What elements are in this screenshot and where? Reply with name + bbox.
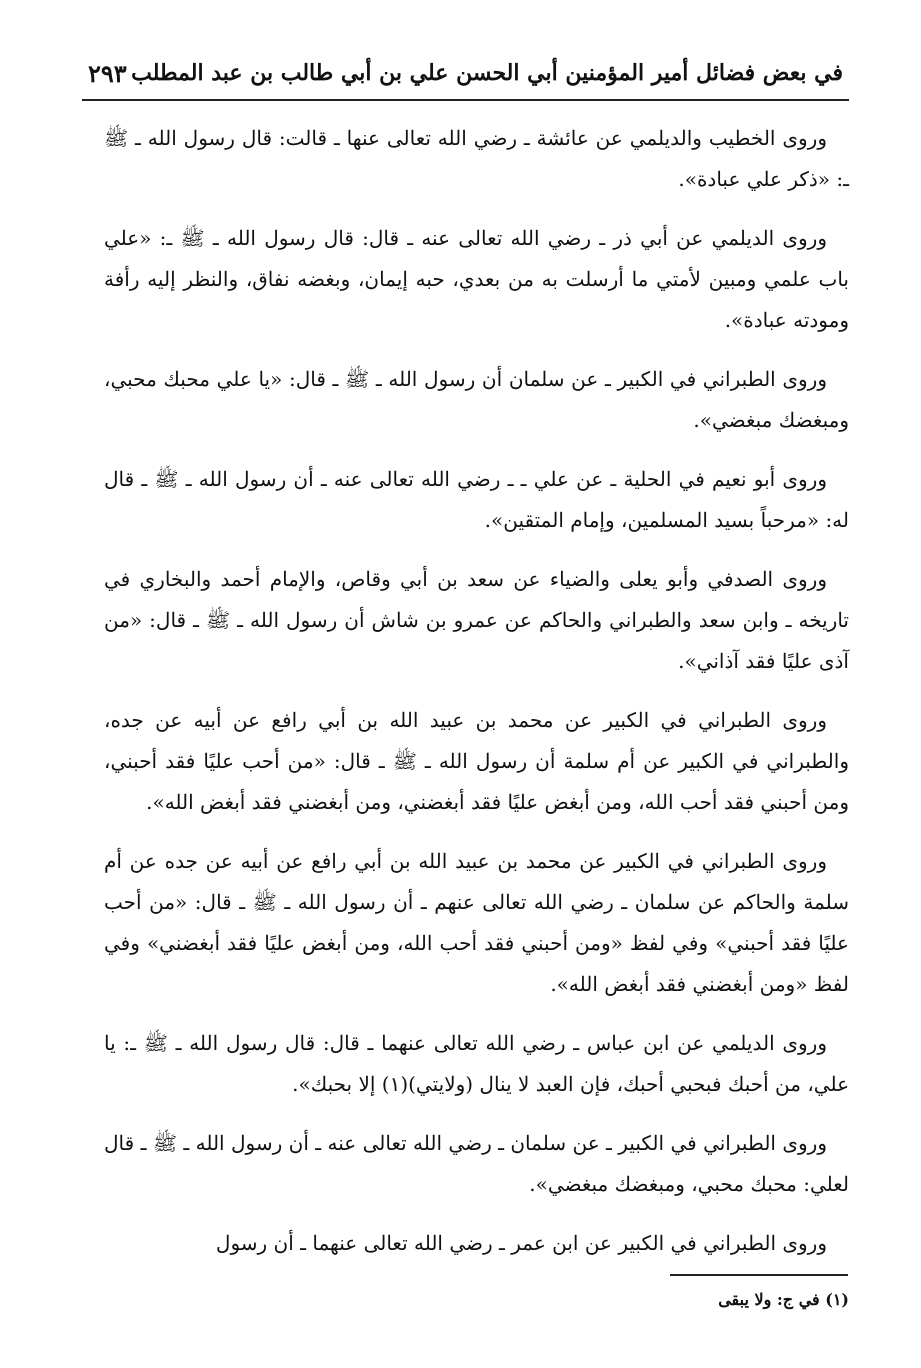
paragraph: وروى الطبراني في الكبير عن ابن عمر ـ رضي الله تعالى عنهما ـ أن رسول [215,1231,827,1255]
running-title: في بعض فضائل أمير المؤمنين أبي الحسن علي بن أبي طالب بن عبد المطلب [131,60,843,86]
paragraph: وروى الطبراني في الكبير ـ عن سلمان أن رسول الله ـ ﷺ ـ قال: «يا علي محبك محبي، ومبغضك مبغضي». [104,367,849,432]
page-number: ٢٩٣ [88,58,127,88]
footnote-rule [670,1274,848,1276]
paragraph: وروى الصدفي وأبو يعلى والضياء عن سعد بن أبي وقاص، والإمام أحمد والبخاري في تاريخه ـ وابن سعد والطبراني والحاكم عن عمرو بن شاش أن رسول الله ـ ﷺ ـ قال: «من آذى عليًا فقد آذاني». [104,567,849,673]
paragraph: وروى الطبراني في الكبير عن محمد بن عبيد الله بن أبي رافع عن أبيه عن جده عن أم سلمة والحاكم عن سلمان ـ رضي الله تعالى عنهم ـ أن رسول الله ـ ﷺ ـ قال: «من أحب عليًا فقد أحبني» وفي لفظ «ومن أحبني فقد أحب الله، ومن أبغض عليًا فقد أبغضني» وفي لفظ «ومن أبغضني فقد أبغض الله». [104,849,849,996]
paragraph: وروى الخطيب والديلمي عن عائشة ـ رضي الله تعالى عنها ـ قالت: قال رسول الله ـ ﷺ ـ: «ذكر علي عبادة». [104,126,849,191]
body-text [104,118,849,1282]
paragraph: وروى الطبراني في الكبير عن محمد بن عبيد الله بن أبي رافع عن أبيه عن جده، والطبراني في الكبير عن أم سلمة أن رسول الله ـ ﷺ ـ قال: «من أحب عليًا فقد أحبني، ومن أحبني فقد أحب الله، ومن أبغض عليًا فقد أبغضني، ومن أبغضني فقد أبغض الله». [104,708,849,814]
paragraph: وروى الديلمي عن أبي ذر ـ رضي الله تعالى عنه ـ قال: قال رسول الله ـ ﷺ ـ: «علي باب علمي ومبين لأمتي ما أرسلت به من بعدي، حبه إيمان، وبغضه نفاق، والنظر إليه رأفة ومودته عبادة». [104,226,849,332]
footnote: (١) في ج: ولا يبقى [718,1290,849,1309]
paragraph: وروى الديلمي عن ابن عباس ـ رضي الله تعالى عنهما ـ قال: قال رسول الله ـ ﷺ ـ: يا علي، من أحبك فبحبي أحبك، فإن العبد لا ينال (ولايتي)(١) إلا بحبك». [104,1031,849,1096]
header-rule [82,99,849,101]
paragraph: وروى الطبراني في الكبير ـ عن سلمان ـ رضي الله تعالى عنه ـ أن رسول الله ـ ﷺ ـ قال لعلي: محبك محبي، ومبغضك مبغضي». [104,1131,849,1196]
paragraph: وروى أبو نعيم في الحلية ـ عن علي ـ ـ رضي الله تعالى عنه ـ أن رسول الله ـ ﷺ ـ قال له: «مرحباً بسيد المسلمين، وإمام المتقين». [104,467,849,532]
running-header [88,52,843,94]
